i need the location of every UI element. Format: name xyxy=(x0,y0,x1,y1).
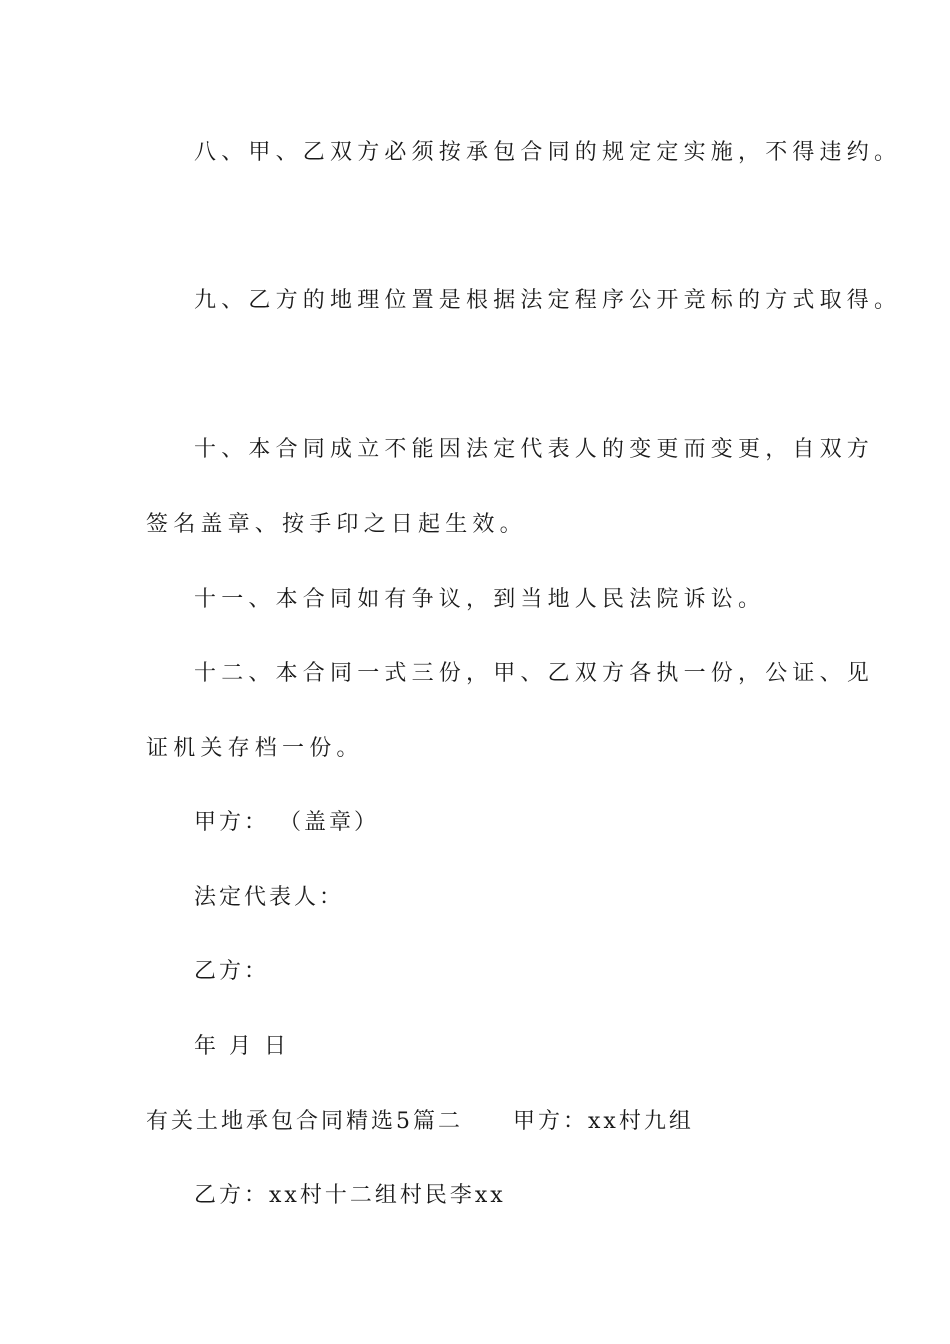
clause-11: 十一、本合同如有争议，到当地人民法院诉讼。 xyxy=(194,587,766,612)
signature-date: 年 月 日 xyxy=(194,1034,289,1059)
legal-representative: 法定代表人： xyxy=(194,885,345,910)
clause-12-line-2: 证机关存档一份。 xyxy=(146,736,364,761)
section-two-party-a: 甲方：xx村九组 xyxy=(513,1109,694,1134)
party-a-signature: 甲方： （盖章） xyxy=(194,810,379,835)
clause-12-line-1: 十二、本合同一式三份，甲、乙双方各执一份，公证、见 xyxy=(194,661,875,686)
party-b-signature: 乙方： xyxy=(194,959,270,984)
clause-10-line-2: 签名盖章、按手印之日起生效。 xyxy=(146,512,527,537)
section-two-heading-line xyxy=(146,1107,694,1137)
clause-9: 九、乙方的地理位置是根据法定程序公开竞标的方式取得。 xyxy=(194,288,902,313)
section-two-heading: 有关土地承包合同精选5篇二 xyxy=(146,1109,463,1134)
section-two-party-b: 乙方：xx村十二组村民李xx xyxy=(194,1183,506,1208)
clause-10-line-1: 十、本合同成立不能因法定代表人的变更而变更，自双方 xyxy=(194,437,875,462)
clause-8: 八、甲、乙双方必须按承包合同的规定定实施，不得违约。 xyxy=(194,140,902,165)
